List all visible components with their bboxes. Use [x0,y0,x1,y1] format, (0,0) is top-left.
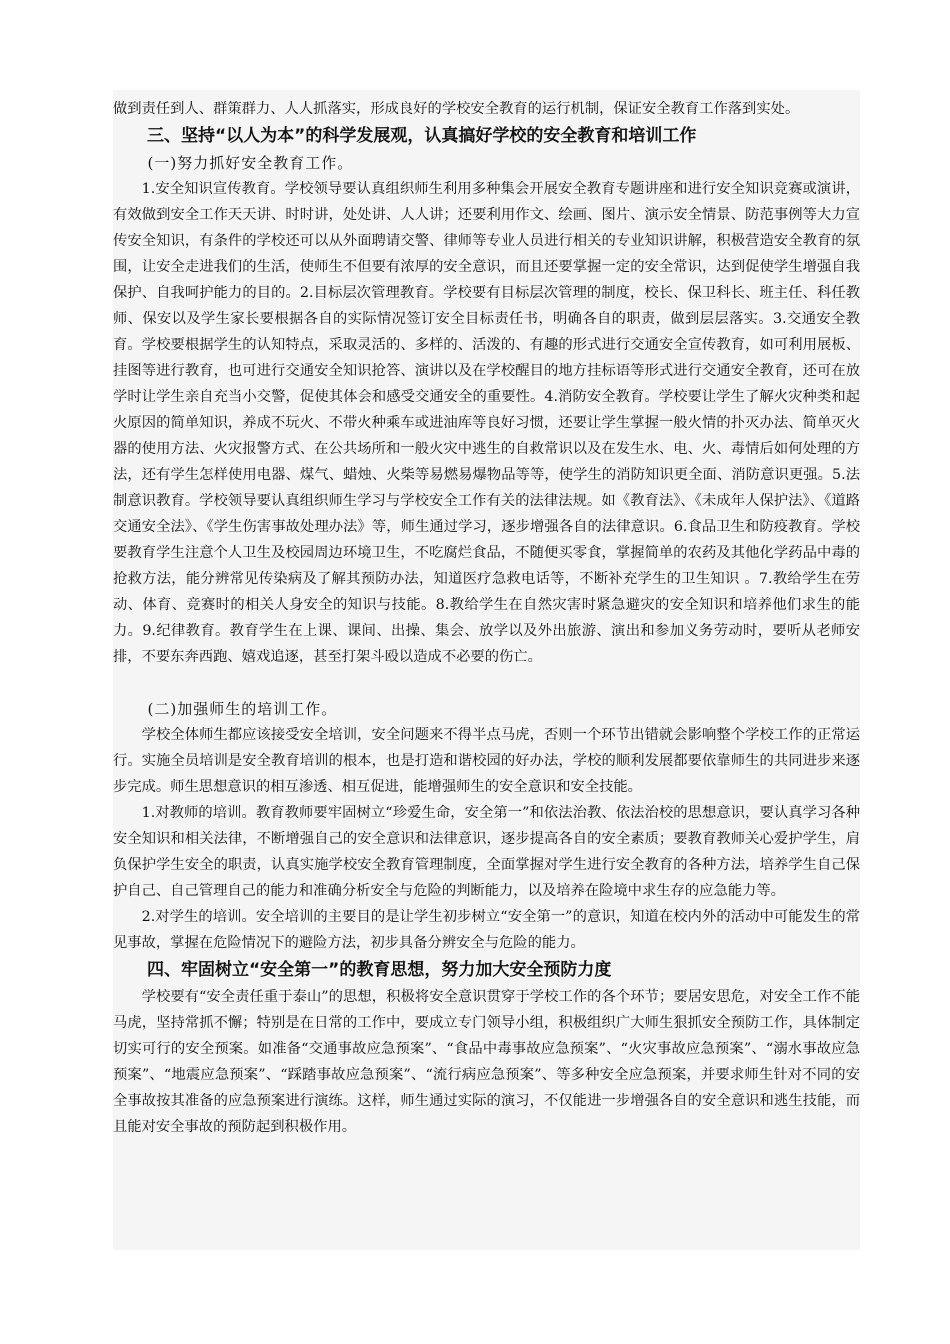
training-paragraph: 学校全体师生都应该接受安全培训，安全问题来不得半点马虎，否则一个环节出错就会影响整个学校工作的正常运行。实施全员培训是安全教育培训的根本，也是打造和谐校园的好办法，学校的顺利发展都要依靠师生的共同进步来逐步完成。师生思想意识的相互渗透、相互促进，能增强师生的安全意识和安全技能。 [113,727,860,795]
subsection-2-heading: (二)加强师生的培训工作。 [147,700,338,718]
student-training-paragraph: 2.对学生的培训。安全培训的主要目的是让学生初步树立“安全第一”的意识，知道在校内外的活动中可能发生的常见事故，掌握在危险情况下的避险方法，初步具备分辨安全与危险的能力。 [113,909,860,951]
document-body [113,96,860,1140]
subsection-1-heading: (一)努力抓好安全教育工作。 [147,154,354,172]
section-3-heading: 三、坚持“以人为本”的科学发展观，认真搞好学校的安全教育和培训工作 [147,126,697,146]
teacher-training-paragraph: 1.对教师的培训。教育教师要牢固树立“珍爱生命，安全第一”和依法治教、依法治校的思想意识，要认真学习各种安全知识和相关法律，不断增强自己的安全意识和法律意识，逐步提高各自的安全素质；要教育教师关心爱护学生，肩负保护学生安全的职责，认真实施学校安全教育管理制度，全面掌握对学生进行安全教育的各种方法，培养学生自己保护自己、自己管理自己的能力和准确分析安全与危险的判断能力，以及培养在险境中求生存的应急能力等。 [113,805,860,899]
safety-education-paragraph: 1.安全知识宣传教育。学校领导要认真组织师生利用多种集会开展安全教育专题讲座和进行安全知识竞赛或演讲，有效做到安全工作天天讲、时时讲，处处讲、人人讲；还要利用作文、绘画、图片、演示安全情景、防范事例等大力宣传安全知识，有条件的学校还可以从外面聘请交警、律师等专业人员进行相关的专业知识讲解，积极营造安全教育的氛围，让安全走进我们的生活，使师生不但要有浓厚的安全意识，而且还要掌握一定的安全常识，达到促使学生增强自我保护、自我呵护能力的目的。2.目标层次管理教育。学校要有目标层次管理的制度，校长、保卫科长、班主任、科任教师、保安以及学生家长要根据各自的实际情况签订安全目标责任书，明确各自的职责，做到层层落实。3.交通安全教育。学校要根据学生的认知特点，采取灵活的、多样的、活泼的、有趣的形式进行交通安全宣传教育，如可利用展板、挂图等进行教育，也可进行交通安全知识抢答、演讲以及在学校醒目的地方挂标语等形式进行交通安全教育，还可在放学时让学生亲自充当小交警，促使其体会和感受交通安全的重要性。4.消防安全教育。学校要让学生了解火灾种类和起火原因的简单知识，养成不玩火、不带火种乘车或进油库等良好习惯，还要让学生掌握一般火情的扑灭办法、简单灭火器的使用方法、火灾报警方式、在公共场所和一般火灾中逃生的自救常识以及在发生水、电、火、毒情后如何处理的方法，还有学生怎样使用电器、煤气、蜡烛、火柴等易燃易爆物品等等，使学生的消防知识更全面、消防意识更强。5.法制意识教育。学校领导要认真组织师生学习与学校安全工作有关的法律法规。如《教育法》、《未成年人保护法》、《道路交通安全法》、《学生伤害事故处理办法》等，师生通过学习，逐步增强各自的法律意识。6.食品卫生和防疫教育。学校要教育学生注意个人卫生及校园周边环境卫生，不吃腐烂食品，不随便买零食，掌握简单的农药及其他化学药品中毒的抢救方法，能分辨常见传染病及了解其预防办法，知道医疗急救电话等，不断补充学生的卫生知识 。7.教给学生在劳动、体育、竞赛时的相关人身安全的知识与技能。8.教给学生在自然灾害时紧急避灾的安全知识和培养他们求生的能力。9.纪律教育。教育学生在上课、课间、出操、集会、放学以及外出旅游、演出和参加义务劳动时，要听从老师安排，不要东奔西跑、嬉戏追逐，甚至打架斗殴以造成不必要的伤亡。 [113,181,860,665]
intro-paragraph: 做到责任到人、群策群力、人人抓落实，形成良好的学校安全教育的运行机制，保证安全教育工作落到实处。 [113,101,800,117]
blank-line [113,670,860,696]
prevention-paragraph: 学校要有“安全责任重于泰山”的思想，积极将安全意识贯穿于学校工作的各个环节；要居安思危，对安全工作不能马虎，坚持常抓不懈；特别是在日常的工作中，要成立专门领导小组，积极组织广大师生狠抓安全预防工作，具体制定切实可行的安全预案。如准备“交通事故应急预案”、“食品中毒事故应急预案”、“火灾事故应急预案”、“溺水事故应急预案”、“地震应急预案”、“踩踏事故应急预案”、“流行病应急预案”、等多种安全应急预案，并要求师生针对不同的安全事故按其准备的应急预案进行演练。这样，师生通过实际的演习，不仅能进一步增强各自的安全意识和逃生技能，而且能对安全事故的预防起到积极作用。 [113,989,860,1135]
section-4-heading: 四、牢固树立“安全第一”的教育思想，努力加大安全预防力度 [147,960,612,980]
